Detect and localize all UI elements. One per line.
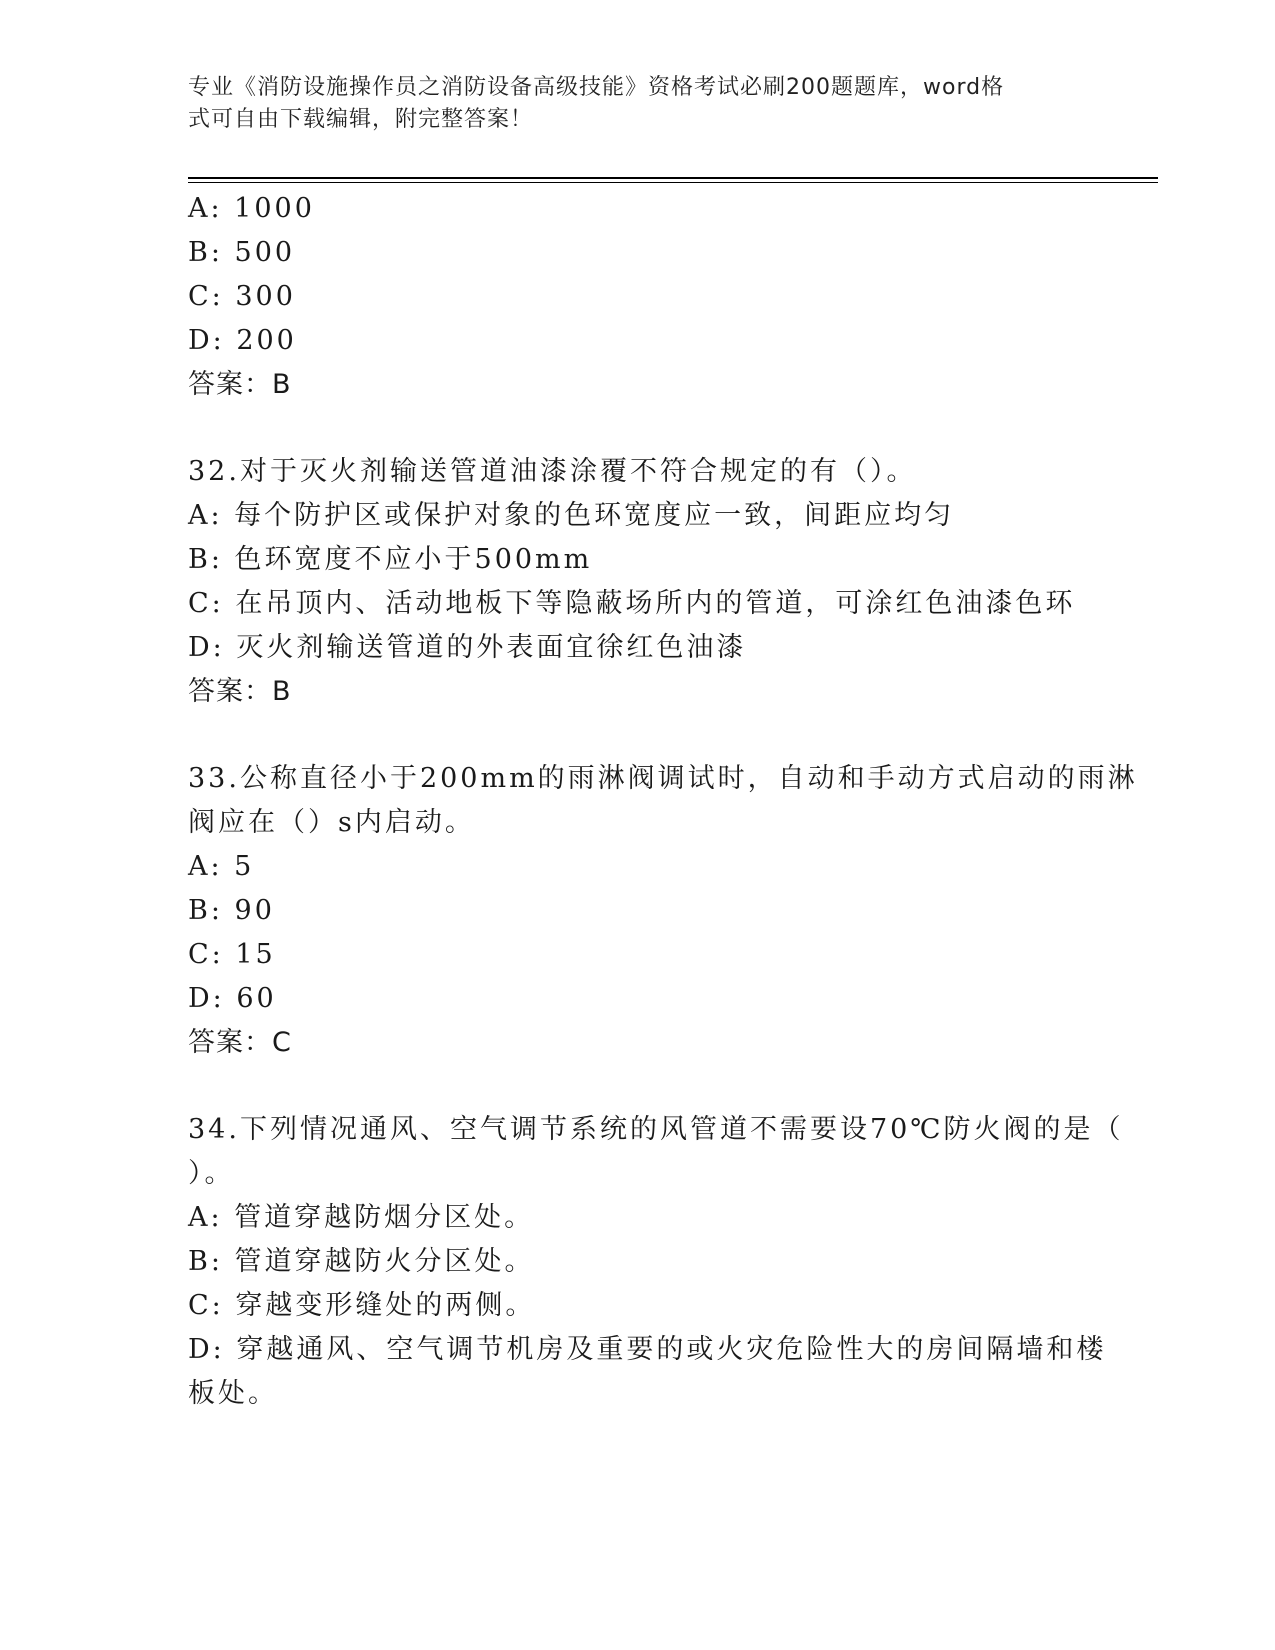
q33-option-c: C: 15: [188, 939, 276, 970]
q34-option-c: C: 穿越变形缝处的两侧。: [188, 1290, 536, 1321]
q32-option-a: A: 每个防护区或保护对象的色环宽度应一致，间距应均匀: [188, 500, 955, 531]
header-rule-thick: [188, 177, 1158, 179]
q32-option-b: B: 色环宽度不应小于500mm: [188, 544, 593, 575]
q32-option-d: D: 灭火剂输送管道的外表面宜徐红色油漆: [188, 632, 747, 663]
q33-question-line-2: 阀应在（）s内启动。: [188, 807, 475, 838]
q32-answer: 答案：B: [188, 676, 292, 707]
q34-option-a: A: 管道穿越防烟分区处。: [188, 1202, 535, 1233]
document-header: [188, 72, 1058, 136]
q31-option-d: D: 200: [188, 325, 297, 356]
q31-option-a: A: 1000: [188, 193, 315, 224]
q33-option-a: A: 5: [188, 851, 255, 882]
q34-question-line-1: 34.下列情况通风、空气调节系统的风管道不需要设70℃防火阀的是（: [188, 1114, 1124, 1145]
q32-question: 32.对于灭火剂输送管道油漆涂覆不符合规定的有（）。: [188, 456, 917, 487]
q33-option-b: B: 90: [188, 895, 275, 926]
q33-question-line-1: 33.公称直径小于200mm的雨淋阀调试时，自动和手动方式启动的雨淋: [188, 763, 1138, 794]
q34-option-d-continued: 板处。: [188, 1378, 278, 1409]
q31-option-b: B: 500: [188, 237, 296, 268]
q34-question-line-2: ）。: [188, 1158, 235, 1189]
q31-option-c: C: 300: [188, 281, 296, 312]
header-rule-thin: [188, 182, 1158, 183]
q34-option-d: D: 穿越通风、空气调节机房及重要的或火灾危险性大的房间隔墙和楼: [188, 1334, 1107, 1365]
q31-answer: 答案：B: [188, 369, 292, 400]
header-line-1: 专业《消防设施操作员之消防设备高级技能》资格考试必刷200题题库，word格: [188, 75, 1005, 100]
q32-option-c: C: 在吊顶内、活动地板下等隐蔽场所内的管道，可涂红色油漆色环: [188, 588, 1076, 619]
q33-option-d: D: 60: [188, 983, 277, 1014]
q34-option-b: B: 管道穿越防火分区处。: [188, 1246, 535, 1277]
header-line-2: 式可自由下载编辑，附完整答案！: [188, 107, 534, 132]
q33-answer: 答案：C: [188, 1027, 292, 1058]
